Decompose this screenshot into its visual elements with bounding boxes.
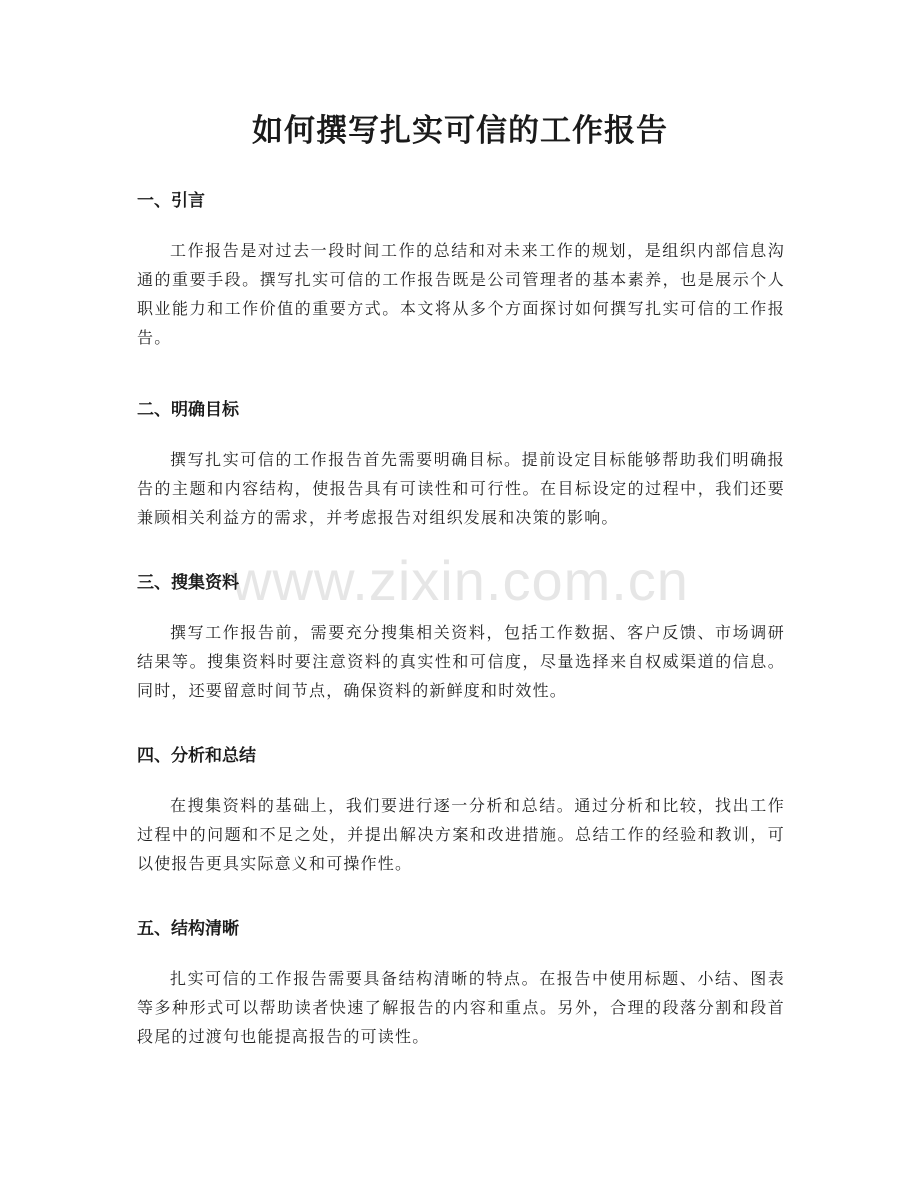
section-clear-goals	[137, 397, 785, 532]
section-paragraph: 扎实可信的工作报告需要具备结构清晰的特点。在报告中使用标题、小结、图表等多种形式可以帮助读者快速了解报告的内容和重点。另外，合理的段落分割和段首段尾的过渡句也能提高报告的可读性。	[137, 969, 785, 1046]
section-clear-structure	[137, 916, 785, 1051]
watermark-text: www.zixin.com.cn	[231, 549, 689, 612]
section-heading: 五、结构清晰	[137, 919, 239, 939]
section-paragraph: 撰写工作报告前，需要充分搜集相关资料，包括工作数据、客户反馈、市场调研结果等。搜集资料时要注意资料的真实性和可信度，尽量选择来自权威渠道的信息。同时，还要留意时间节点，确保资料的新鲜度和时效性。	[137, 623, 785, 700]
section-heading: 一、引言	[137, 191, 205, 211]
section-introduction	[137, 188, 785, 352]
section-paragraph: 工作报告是对过去一段时间工作的总结和对未来工作的规划，是组织内部信息沟通的重要手段。撰写扎实可信的工作报告既是公司管理者的基本素养，也是展示个人职业能力和工作价值的重要方式。本文将从多个方面探讨如何撰写扎实可信的工作报告。	[137, 241, 785, 347]
section-collect-materials	[137, 570, 785, 705]
section-paragraph: 撰写扎实可信的工作报告首先需要明确目标。提前设定目标能够帮助我们明确报告的主题和内容结构，使报告具有可读性和可行性。在目标设定的过程中，我们还要兼顾相关利益方的需求，并考虑报告对组织发展和决策的影响。	[137, 450, 785, 527]
section-analysis-summary	[137, 743, 785, 878]
section-heading: 四、分析和总结	[137, 746, 256, 766]
document-title: 如何撰写扎实可信的工作报告	[252, 113, 668, 149]
section-heading: 三、搜集资料	[137, 573, 239, 593]
section-heading: 二、明确目标	[137, 400, 239, 420]
section-paragraph: 在搜集资料的基础上，我们要进行逐一分析和总结。通过分析和比较，找出工作过程中的问题和不足之处，并提出解决方案和改进措施。总结工作的经验和教训，可以使报告更具实际意义和可操作性。	[137, 796, 785, 873]
